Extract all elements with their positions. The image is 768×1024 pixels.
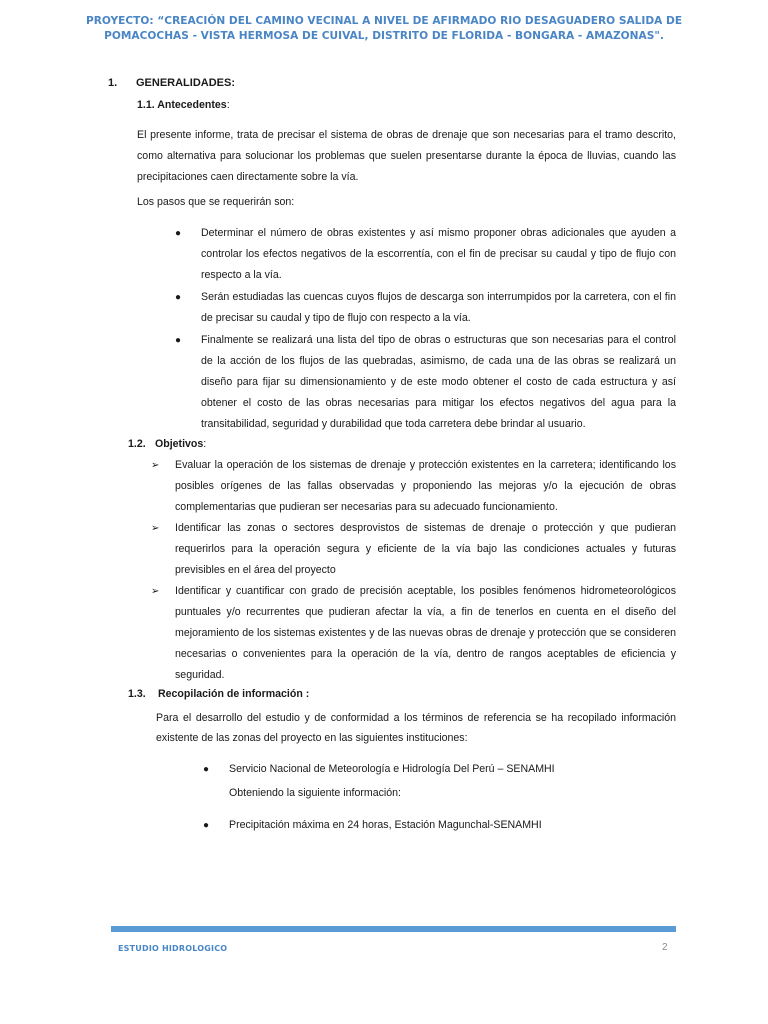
bullet-icon: ● xyxy=(175,335,182,346)
section-1-heading: 1. GENERALIDADES: xyxy=(108,77,236,89)
institution-item: Servicio Nacional de Meteorología e Hidrología Del Perú – SENAMHI xyxy=(229,763,555,775)
objetivo-item-1: Evaluar la operación de los sistemas de drenaje y protección existentes en la carretera; identificando los posibles orígenes de las fallas observadas y proponiendo las mejoras y/o la ejecución de obras complementarias que pudieran ser necesarias para su adecuado funcionamiento. xyxy=(175,459,676,513)
recopilacion-paragraph: Para el desarrollo del estudio y de conformidad a los términos de referencia se ha recopilado información existente de las zonas del proyecto en las siguientes instituciones: xyxy=(156,712,676,744)
page-header xyxy=(60,14,708,44)
paso-item-3: Finalmente se realizará una lista del tipo de obras o estructuras que son necesarias para el control de la acción de los flujos de las quebradas, asimismo, de cada una de las obras se realizará un diseño para fijar su dimensionamiento y de este modo obtener el costo de cada estructura y así obtener el costo de las obras necesarias para mitigar los efectos negativos del agua para la transitabilidad, seguridad y durabilidad que toda carretera debe brindar al usuario. xyxy=(201,334,676,430)
section-1-2-heading: 1.2. Objetivos: xyxy=(128,438,207,450)
arrow-bullet-icon: ➢ xyxy=(151,460,160,471)
page-number: 2 xyxy=(662,942,668,953)
information-item: Precipitación máxima en 24 horas, Estación Magunchal-SENAMHI xyxy=(229,819,542,831)
pasos-intro: Los pasos que se requerirán son: xyxy=(137,196,295,208)
arrow-bullet-icon: ➢ xyxy=(151,523,160,534)
section-1-2-title: Objetivos xyxy=(155,438,204,450)
section-1-3-number: 1.3. xyxy=(128,688,146,700)
section-1-1-heading: 1.1. Antecedentes: xyxy=(137,99,230,111)
section-1-2-number: 1.2. xyxy=(128,438,146,450)
objetivo-item-3: Identificar y cuantificar con grado de precisión aceptable, los posibles fenómenos hidrometeorológicos puntuales y/o recurrentes que pudieran afectar la vía, a fin de tenerlos en cuenta en el diseño del mejoramiento de los sistemas existentes y de las nuevas obras de drenaje y protección que se consideren necesarias o convenientes para la operación de la vía, dentro de rangos aceptables de eficiencia y seguridad. xyxy=(175,585,676,681)
obteniendo-text: Obteniendo la siguiente información: xyxy=(229,787,401,799)
footer-title: ESTUDIO HIDROLOGICO xyxy=(118,944,228,953)
section-1-1-title: 1.1. Antecedentes xyxy=(137,99,227,111)
bullet-icon: ● xyxy=(203,820,210,831)
antecedentes-paragraph: El presente informe, trata de precisar el sistema de obras de drenaje que son necesarias para el tramo descrito, como alternativa para solucionar los problemas que suelen presentarse durante la época de lluvias, cuando las precipitaciones caen directamente sobre la vía. xyxy=(137,129,676,183)
bullet-icon: ● xyxy=(175,228,182,239)
arrow-bullet-icon: ➢ xyxy=(151,586,160,597)
section-1-title: GENERALIDADES xyxy=(136,77,232,89)
header-line-2: POMACOCHAS - VISTA HERMOSA DE CUIVAL, DISTRITO DE FLORIDA - BONGARA - AMAZONAS". xyxy=(104,30,664,42)
paso-item-1: Determinar el número de obras existentes y así mismo proponer obras adicionales que ayuden a controlar los efectos negativos de la escorrentía, con el fin de precisar su caudal y tipo de flujo con respecto a la vía. xyxy=(201,227,676,281)
header-line-1: PROYECTO: “CREACIÓN DEL CAMINO VECINAL A NIVEL DE AFIRMADO RIO DESAGUADERO SALIDA DE xyxy=(85,15,683,27)
objetivo-item-2: Identificar las zonas o sectores desprovistos de sistemas de drenaje o protección y que pudieran requerirlos para la operación segura y eficiente de la vía bajo las condiciones actuales y futuras previsibles en el área del proyecto xyxy=(175,522,676,576)
section-1-3-heading xyxy=(128,688,309,700)
section-1-number: 1. xyxy=(108,77,118,89)
bullet-icon: ● xyxy=(175,292,182,303)
bullet-icon: ● xyxy=(203,764,210,775)
paso-item-2: Serán estudiadas las cuencas cuyos flujos de descarga son interrumpidos por la carretera, con el fin de precisar su caudal y tipo de flujo con respecto a la vía. xyxy=(201,291,676,324)
section-1-3-title: Recopilación de información : xyxy=(158,688,310,700)
footer-divider xyxy=(111,926,676,932)
